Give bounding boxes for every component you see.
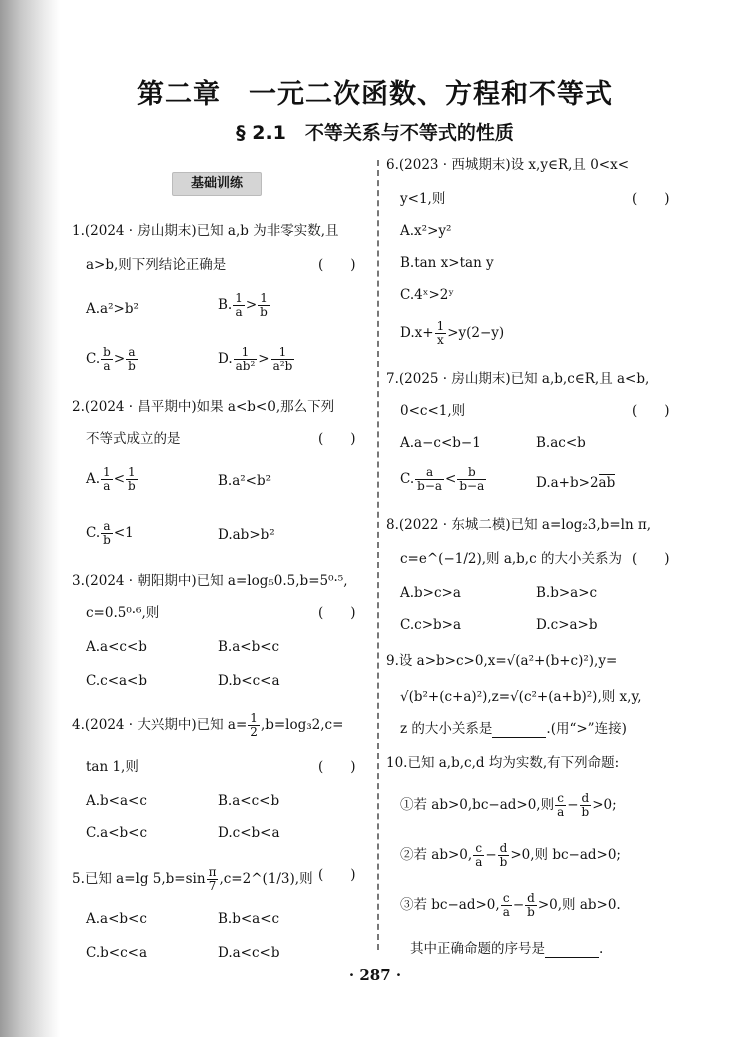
q5-option-d: D.a<c<b [218,945,280,961]
q4-option-b: B.a<c<b [218,793,280,809]
q1-option-d: D. $\frac{1}{\text{ab²}}$ > $\frac{1}{\text{a²b}}$ [218,345,293,373]
q1-line2: a>b,则下列结论正确是 [86,257,227,273]
q6-option-b: B.tan x>tan y [400,255,494,271]
q10-line1: 10.已知 a,b,c,d 均为实数,有下列命题: [386,755,620,771]
q10-prop2: ②若 ab>0, $\frac{c}{a}$ − $\frac{d}{b}$ >0,则 bc−ad>0; [400,841,621,869]
q8-option-a: A.b>c>a [400,585,461,601]
q9-line3: z 的大小关系是 .(用“>”连接) [400,721,627,737]
q8-answer-paren: ( ) [632,551,670,567]
q3-option-c: C.c<a<b [86,673,148,689]
q10-prop3: ③若 bc−ad>0, $\frac{c}{a}$ − $\frac{d}{b}$ >0,则 ab>0. [400,891,621,919]
q4-line1: 4.(2024 · 大兴期中)已知 a= $\frac{1}{2}$ ,b=log₃2,c= [72,711,344,739]
q7-line1: 7.(2025 · 房山期末)已知 a,b,c∈R,且 a<b, [386,371,650,387]
q1-answer-paren: ( ) [318,257,356,273]
q4-option-d: D.c<b<a [218,825,280,841]
q3-option-a: A.a<c<b [86,639,147,655]
q9-line1: 9.设 a>b>c>0,x=√(a²+(b+c)²),y= [386,653,618,669]
q6-option-d: D.x+ $\frac{1}{x}$ >y(2−y) [400,319,505,347]
q8-line2: c=e^(−1/2),则 a,b,c 的大小关系为 [400,551,622,567]
q7-option-a: A.a−c<b−1 [400,435,481,451]
q9-answer-blank[interactable] [492,723,546,738]
q6-line1: 6.(2023 · 西城期末)设 x,y∈R,且 0<x< [386,157,630,173]
q6-answer-paren: ( ) [632,191,670,207]
q3-option-d: D.b<c<a [218,673,280,689]
q8-line1: 8.(2022 · 东城二模)已知 a=log₂3,b=ln π, [386,517,652,533]
q6-option-a: A.x²>y² [400,223,452,239]
q2-option-d: D.ab>b² [218,527,275,543]
q2-answer-paren: ( ) [318,431,356,447]
q7-option-c: C. $\frac{a}{b-a}$ < $\frac{b}{b-a}$ [400,465,485,493]
q1-option-c: C. $\frac{b}{a}$ > $\frac{a}{b}$ [86,345,136,373]
q4-line2: tan 1,则 [86,759,139,775]
q7-option-b: B.ac<b [536,435,586,451]
practice-badge: 基础训练 [172,172,262,196]
q5-line1: 5.已知 a=lg 5,b=sin $\frac{\pi}{7}$ ,c=2^(1/3),则 [72,865,313,893]
q2-line2: 不等式成立的是 [86,431,181,447]
page-number: · 287 · [348,966,402,984]
q5-option-c: C.b<c<a [86,945,148,961]
q6-line2: y<1,则 [400,191,446,207]
q5-answer-paren: ( ) [318,867,356,883]
q3-answer-paren: ( ) [318,605,356,621]
q7-line2: 0<c<1,则 [400,403,466,419]
q4-answer-paren: ( ) [318,759,356,775]
q6-option-c: C.4ˣ>2ʸ [400,287,455,303]
section-title: § 2.1 不等关系与不等式的性质 [236,122,514,144]
column-divider [377,160,379,950]
q8-option-d: D.c>a>b [536,617,598,633]
q2-line1: 2.(2024 · 昌平期中)如果 a<b<0,那么下列 [72,399,335,415]
q10-prop1: ①若 ab>0,bc−ad>0,则 $\frac{c}{a}$ − $\frac{d}{b}$ >0; [400,791,617,819]
q1-line1: 1.(2024 · 房山期末)已知 a,b 为非零实数,且 [72,223,339,239]
q10-answer-blank[interactable] [545,943,599,958]
q5-option-a: A.a<b<c [86,911,147,927]
q2-option-c: C. $\frac{a}{b}$ <1 [86,519,134,547]
q2-option-b: B.a²<b² [218,473,272,489]
q7-option-d: D.a+b>2ab [536,475,616,491]
q5-option-b: B.b<a<c [218,911,280,927]
q1-option-a: A.a²>b² [86,301,139,317]
q4-option-c: C.a<b<c [86,825,148,841]
q1-option-b: B. $\frac{1}{a}$ > $\frac{1}{b}$ [218,291,268,319]
q8-option-c: C.c>b>a [400,617,462,633]
q3-option-b: B.a<b<c [218,639,280,655]
q8-option-b: B.b>a>c [536,585,598,601]
chapter-title: 第二章 一元二次函数、方程和不等式 [137,79,613,110]
q3-line1: 3.(2024 · 朝阳期中)已知 a=log₅0.5,b=5⁰·⁵, [72,573,348,589]
q4-option-a: A.b<a<c [86,793,147,809]
q10-final-line: 其中正确命题的序号是 . [410,941,604,957]
q3-line2: c=0.5⁰·⁶,则 [86,605,160,621]
q7-answer-paren: ( ) [632,403,670,419]
q2-option-a: A. $\frac{1}{a}$ < $\frac{1}{b}$ [86,465,136,493]
q9-line2: √(b²+(c+a)²),z=√(c²+(a+b)²),则 x,y, [400,689,642,705]
